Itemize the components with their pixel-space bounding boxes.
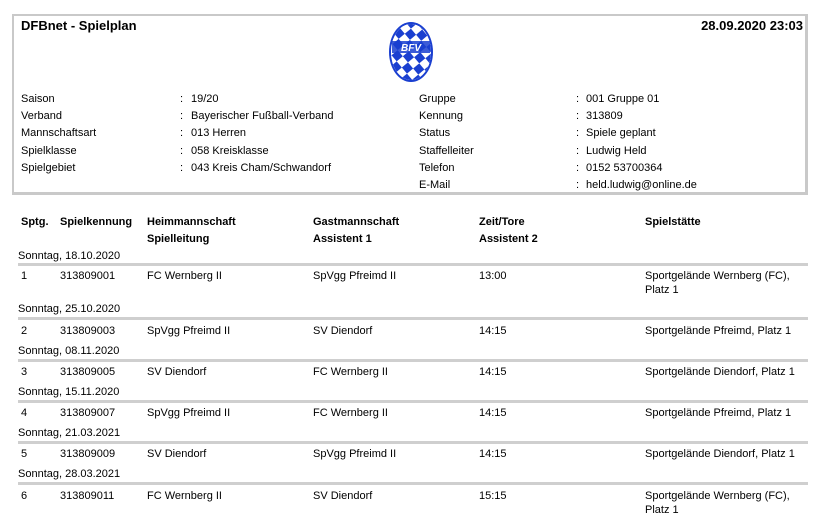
info-colon: : [576, 178, 580, 191]
info-label: Status [419, 127, 451, 140]
info-value: Spiele geplant [586, 127, 656, 140]
cell-heim: FC Wernberg II [147, 490, 222, 502]
cell-spielstatte: Sportgelände Pfreimd, Platz 1 [645, 407, 792, 419]
info-colon: : [576, 93, 580, 105]
info-row [419, 162, 804, 179]
matchday-date: Sonntag, 21.03.2021 [18, 427, 121, 439]
column-header-spielleitung-label: Spielleitung [147, 233, 210, 245]
row-separator [18, 317, 808, 320]
info-colon: : [576, 110, 580, 123]
cell-heim: SV Diendorf [147, 448, 207, 460]
cell-gast: SpVgg Pfreimd II [313, 448, 397, 460]
info-row [419, 179, 804, 196]
table-row [0, 489, 820, 519]
info-right [419, 93, 804, 196]
info-colon: : [576, 161, 580, 174]
column-header-sptg: Sptg. [21, 216, 49, 228]
matchday-date: Sonntag, 15.11.2020 [18, 386, 120, 398]
column-header-gast-label: Gastmannschaft [313, 216, 400, 228]
cell-spielstatte: Sportgelände Pfreimd, Platz 1 [645, 325, 792, 337]
cell-gast: SpVgg Pfreimd II [313, 270, 397, 282]
matchday-date: Sonntag, 25.10.2020 [18, 303, 121, 315]
column-header-assistent2-label: Assistent 2 [479, 233, 538, 245]
cell-heim: SV Diendorf [147, 366, 207, 378]
column-header-zeit [479, 214, 538, 248]
row-separator [18, 263, 808, 266]
info-label: Kennung [419, 110, 464, 123]
info-value: 0152 53700364 [586, 161, 663, 174]
info-value: 043 Kreis Cham/Schwandorf [191, 161, 332, 174]
info-label: Mannschaftsart [21, 127, 97, 140]
cell-spielstatte: Sportgelände Diendorf, Platz 1 [645, 366, 795, 378]
print-datetime: 28.09.2020 23:03 [701, 18, 803, 33]
matchday-date: Sonntag, 08.11.2020 [18, 345, 120, 357]
info-colon: : [180, 93, 184, 105]
cell-gast: SV Diendorf [313, 490, 373, 502]
column-header-gastmannschaft [313, 214, 399, 248]
info-row [419, 145, 804, 162]
cell-zeit: 14:15 [479, 366, 507, 378]
cell-spielkennung: 313809007 [60, 407, 116, 419]
info-value: 313809 [586, 110, 623, 123]
cell-spielstatte: Sportgelände Wernberg (FC), [645, 490, 790, 502]
info-colon: : [576, 144, 580, 157]
column-header-spielkennung: Spielkennung [60, 216, 133, 228]
info-row [419, 110, 804, 127]
row-separator [18, 359, 808, 362]
info-row [21, 110, 411, 127]
cell-gast: SV Diendorf [313, 325, 373, 337]
column-header-heim-label: Heimmannschaft [147, 216, 236, 228]
info-label: Staffelleiter [419, 144, 474, 157]
matchday-date: Sonntag, 18.10.2020 [18, 250, 121, 262]
info-colon: : [180, 127, 184, 140]
cell-zeit: 13:00 [479, 270, 507, 282]
info-value: 058 Kreisklasse [191, 144, 269, 157]
cell-zeit: 14:15 [479, 325, 507, 337]
column-header-heimmannschaft [147, 214, 236, 248]
cell-heim: FC Wernberg II [147, 270, 222, 282]
cell-zeit: 14:15 [479, 407, 507, 419]
column-header-spielstatte: Spielstätte [645, 216, 701, 228]
info-value: 19/20 [191, 93, 219, 105]
info-value: Ludwig Held [586, 144, 647, 157]
column-header-assistent1-label: Assistent 1 [313, 233, 372, 245]
info-colon: : [576, 127, 580, 140]
info-label: Saison [21, 93, 55, 105]
cell-sptg: 3 [21, 366, 28, 378]
cell-spielkennung: 313809011 [60, 490, 115, 502]
bfv-logo-icon [388, 20, 434, 84]
info-label: Spielklasse [21, 144, 77, 157]
info-row [21, 162, 411, 179]
cell-spielkennung: 313809003 [60, 325, 116, 337]
cell-spielkennung: 313809005 [60, 366, 116, 378]
cell-spielstatte: Sportgelände Wernberg (FC), [645, 270, 790, 282]
info-value: 013 Herren [191, 127, 247, 140]
table-row [0, 269, 820, 299]
row-separator [18, 482, 808, 485]
info-row [419, 127, 804, 144]
cell-sptg: 5 [21, 448, 28, 460]
cell-zeit: 14:15 [479, 448, 507, 460]
info-value: held.ludwig@online.de [586, 178, 697, 191]
logo-text: BFV [401, 43, 421, 54]
info-row [21, 127, 411, 144]
info-label: E-Mail [419, 178, 451, 191]
column-header-zeit-label: Zeit/Tore [479, 216, 525, 228]
cell-gast: FC Wernberg II [313, 407, 388, 419]
cell-spielkennung: 313809009 [60, 448, 116, 460]
cell-spielstatte: Sportgelände Diendorf, Platz 1 [645, 448, 795, 460]
cell-sptg: 2 [21, 325, 28, 337]
cell-heim: SpVgg Pfreimd II [147, 325, 231, 337]
info-value: 001 Gruppe 01 [586, 93, 660, 105]
info-label: Telefon [419, 161, 455, 174]
page-title: DFBnet - Spielplan [21, 18, 137, 33]
info-row [419, 93, 804, 110]
info-label: Spielgebiet [21, 161, 76, 174]
info-left [21, 93, 411, 179]
cell-sptg: 6 [21, 490, 28, 502]
row-separator [18, 400, 808, 403]
info-value: Bayerischer Fußball-Verband [191, 110, 334, 123]
info-colon: : [180, 144, 184, 157]
info-row [21, 145, 411, 162]
info-label: Gruppe [419, 93, 456, 105]
matchday-date: Sonntag, 28.03.2021 [18, 468, 121, 480]
cell-sptg: 4 [21, 407, 28, 419]
info-row [21, 93, 411, 110]
cell-zeit: 15:15 [479, 490, 507, 502]
row-separator [18, 441, 808, 444]
cell-spielstatte-line2: Platz 1 [645, 504, 679, 516]
cell-spielkennung: 313809001 [60, 270, 116, 282]
info-colon: : [180, 161, 184, 174]
cell-spielstatte-line2: Platz 1 [645, 284, 679, 296]
cell-heim: SpVgg Pfreimd II [147, 407, 231, 419]
cell-gast: FC Wernberg II [313, 366, 388, 378]
info-label: Verband [21, 110, 62, 123]
cell-sptg: 1 [21, 270, 28, 282]
info-colon: : [180, 110, 184, 123]
